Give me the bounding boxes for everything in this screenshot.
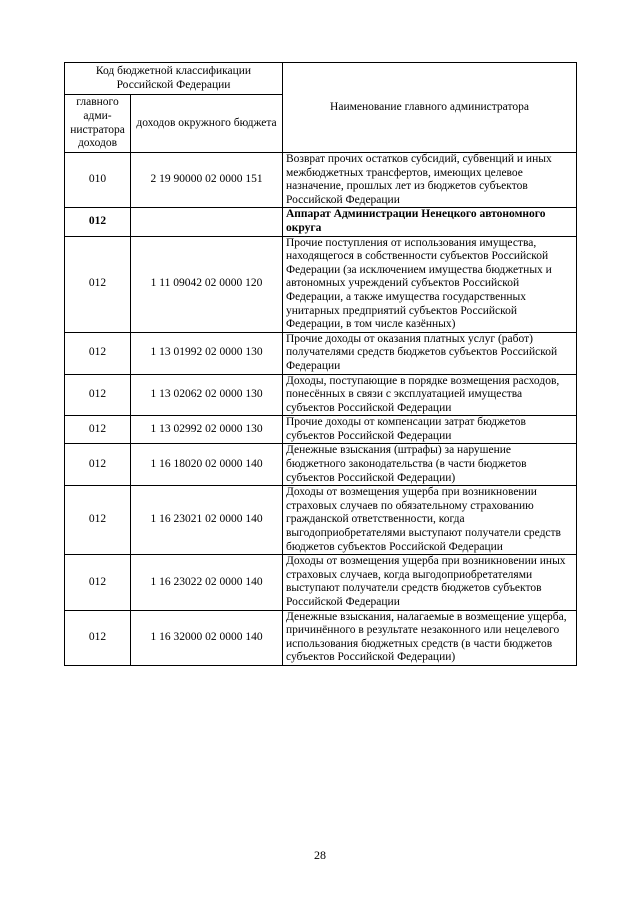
admin-code-cell: 012 [65,208,131,236]
income-code-cell: 1 13 02062 02 0000 130 [131,374,283,416]
administrator-name-cell: Денежные взыскания, налагаемые в возмещение ущерба, причинённого в результате незаконного или нецелевого использования бюджетных средств (в части бюджетов субъектов Российской Федерации) [283,610,577,665]
administrator-name-cell: Возврат прочих остатков субсидий, субвенций и иных межбюджетных трансфертов, имеющих целевое назначение, прошлых лет из бюджетов субъектов Российской Федерации [283,153,577,208]
admin-code-cell: 012 [65,332,131,374]
table-row [65,153,577,208]
admin-code-cell: 012 [65,236,131,332]
administrator-name-cell: Доходы от возмещения ущерба при возникновении страховых случаев по обязательному страхованию гражданской ответственности, когда выгодоприобретателями выступают получатели средств бюджетов субъектов Российской Федерации [283,486,577,555]
table-row [65,332,577,374]
table-row [65,444,577,486]
income-code-cell: 1 16 18020 02 0000 140 [131,444,283,486]
admin-code-cell: 012 [65,486,131,555]
table-row [65,416,577,444]
income-code-cell: 1 13 01992 02 0000 130 [131,332,283,374]
income-code-cell: 1 16 32000 02 0000 140 [131,610,283,665]
header-main-administrator: главного адми-нистратора доходов [65,95,131,153]
administrator-name-cell: Аппарат Администрации Ненецкого автономного округа [283,208,577,236]
table-row [65,486,577,555]
administrator-name-cell: Прочие доходы от компенсации затрат бюджетов субъектов Российской Федерации [283,416,577,444]
administrator-name-cell: Доходы, поступающие в порядке возмещения расходов, понесённых в связи с эксплуатацией имущества субъектов Российской Федерации [283,374,577,416]
income-code-cell: 2 19 90000 02 0000 151 [131,153,283,208]
table-row [65,236,577,332]
table-row [65,208,577,236]
income-code-cell: 1 16 23022 02 0000 140 [131,555,283,610]
income-code-cell: 1 13 02992 02 0000 130 [131,416,283,444]
budget-classification-table [64,62,577,666]
table-header-row-top [65,63,577,95]
admin-code-cell: 012 [65,555,131,610]
admin-code-cell: 012 [65,374,131,416]
header-administrator-name: Наименование главного администратора [283,63,577,153]
page-number: 28 [314,848,326,862]
table-row [65,374,577,416]
table-row [65,610,577,665]
header-budget-classification-code: Код бюджетной классификации Российской Федерации [65,63,283,95]
administrator-name-cell: Доходы от возмещения ущерба при возникновении иных страховых случаев, когда выгодоприобретателями выступают получатели средств бюджетов субъектов Российской Федерации [283,555,577,610]
header-district-budget-income: доходов окружного бюджета [131,95,283,153]
admin-code-cell: 012 [65,610,131,665]
income-code-cell [131,208,283,236]
income-code-cell: 1 11 09042 02 0000 120 [131,236,283,332]
administrator-name-cell: Прочие доходы от оказания платных услуг (работ) получателями средств бюджетов субъектов Российской Федерации [283,332,577,374]
admin-code-cell: 010 [65,153,131,208]
admin-code-cell: 012 [65,444,131,486]
income-code-cell: 1 16 23021 02 0000 140 [131,486,283,555]
administrator-name-cell: Прочие поступления от использования имущества, находящегося в собственности субъектов Российской Федерации (за исключением имущества бюджетных и автономных учреждений субъектов Российской Федерации, а также имущества государственных унитарных предприятий субъектов Российской Федерации, в том числе казённых) [283,236,577,332]
admin-code-cell: 012 [65,416,131,444]
table-row [65,555,577,610]
administrator-name-cell: Денежные взыскания (штрафы) за нарушение бюджетного законодательства (в части бюджетов субъектов Российской Федерации) [283,444,577,486]
table-body [65,153,577,666]
